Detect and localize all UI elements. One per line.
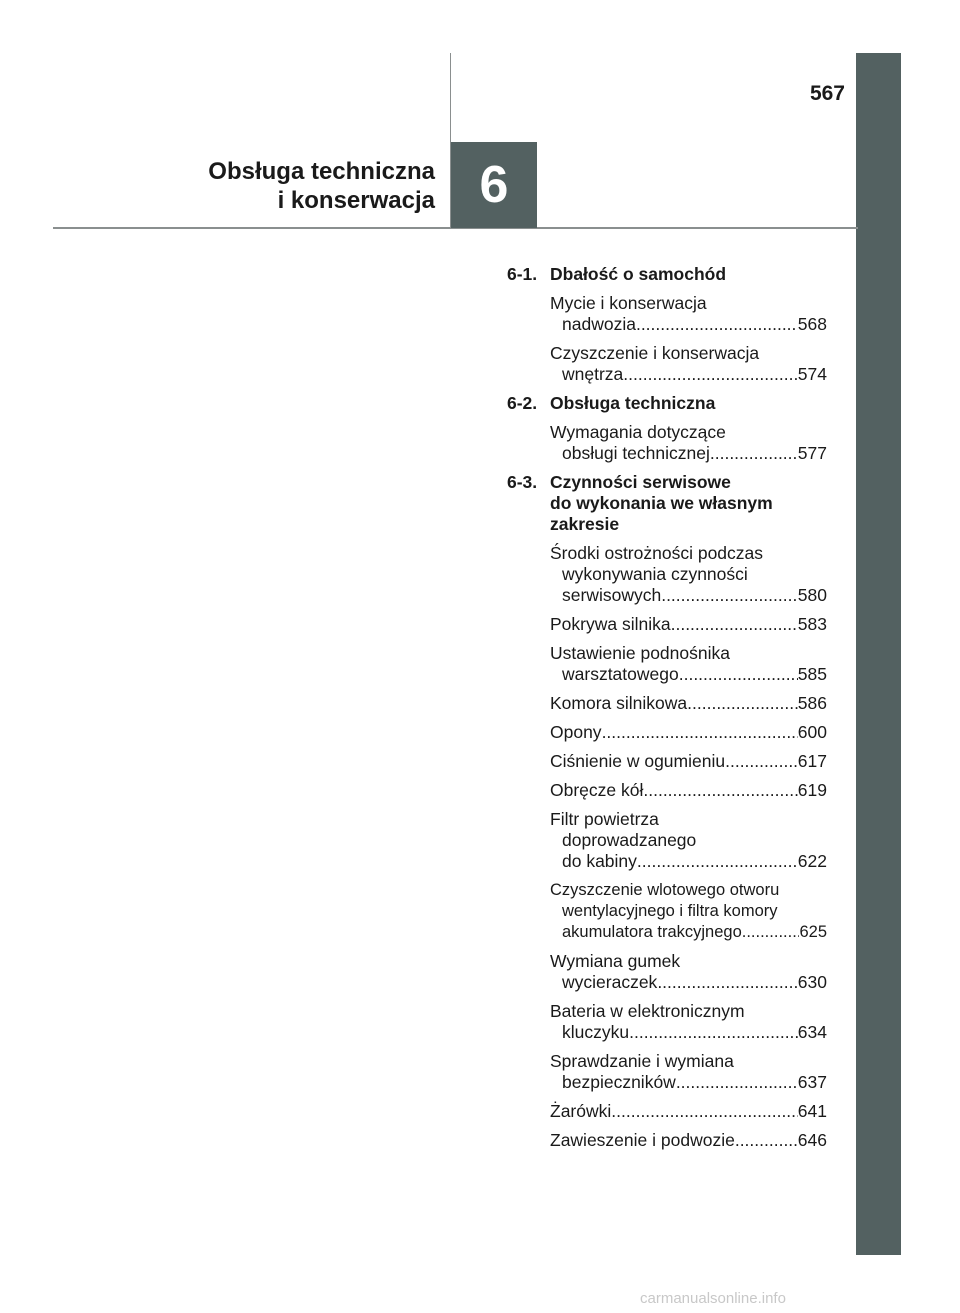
entry-page-number: 641 [797,1101,827,1121]
dot-leader [611,1101,798,1122]
entry-title-line: bezpieczników [562,1072,676,1092]
section-number: 6-1. [507,264,538,284]
entry-title-line: Ustawienie podnośnika [550,643,730,663]
entry-title-line: Żarówki [550,1101,612,1121]
toc-entry[interactable] [507,293,827,335]
entry-title-line: nadwozia [562,314,636,334]
entry-title-line: akumulatora trakcyjnego [562,923,742,941]
dot-leader [623,364,798,385]
dot-leader [629,1022,798,1043]
dot-leader [602,722,798,743]
chapter-number-box: 6 [451,142,537,228]
entry-title-line: Zawieszenie i podwozie [550,1130,735,1150]
entry-title-line: Czyszczenie i konserwacja [550,343,760,363]
toc-entry[interactable] [507,809,827,872]
toc-section-6-3 [507,472,827,535]
entry-title-line: Wymiana gumek [550,951,681,971]
entry-page-number: 585 [797,664,827,684]
section-title: Dbałość o samochód [550,264,727,284]
entry-title-line: warsztatowego [562,664,679,684]
entry-page-number: 583 [797,614,827,634]
entry-title-line: Mycie i konserwacja [550,293,707,313]
entry-page-number: 600 [797,722,827,742]
toc-section-6-1 [507,264,827,285]
entry-page-number: 580 [797,585,827,605]
entry-page-number: 622 [797,851,827,871]
entry-title-line: Sprawdzanie i wymiana [550,1051,734,1071]
entry-page-number: 568 [797,314,827,334]
entry-title-line: wnętrza [562,364,624,384]
chapter-title [150,157,435,215]
toc-entry[interactable] [507,951,827,993]
dot-leader [725,751,798,772]
dot-leader [679,664,798,685]
toc-entry[interactable] [507,693,827,714]
entry-title-line: wentylacyjnego i filtra komory [562,902,778,920]
dot-leader [657,972,797,993]
watermark: carmanualsonline.info [640,1290,786,1307]
toc-entry[interactable] [507,1130,827,1151]
entry-title-line: Komora silnikowa [550,693,688,713]
toc-entry[interactable] [507,422,827,464]
toc-entry[interactable] [507,880,827,943]
entry-page-number: 619 [797,780,827,800]
dot-leader [671,614,798,635]
entry-title-line: Pokrywa silnika [550,614,671,634]
entry-title-line: wykonywania czynności [562,564,748,584]
entry-page-number: 637 [797,1072,827,1092]
entry-page-number: 574 [797,364,827,384]
entry-title-line: wycieraczek [562,972,658,992]
page-number: 567 [809,82,845,105]
toc-entry[interactable] [507,343,827,385]
dot-leader [643,780,797,801]
section-title: Czynności serwisowe [550,472,731,492]
dot-leader [637,851,798,872]
chapter-side-tab [856,53,901,1255]
entry-page-number: 630 [797,972,827,992]
dot-leader [636,314,798,335]
dot-leader [742,922,800,943]
entry-title-line: obsługi technicznej [562,443,710,463]
dot-leader [676,1072,798,1093]
chapter-title-line-2: i konserwacja [277,187,435,214]
toc-entry[interactable] [507,1051,827,1093]
section-title: zakresie [550,514,620,534]
entry-title-line: Ciśnienie w ogumieniu [550,751,726,771]
toc-entry[interactable] [507,614,827,635]
section-number: 6-2. [507,393,538,413]
chapter-title-line-1: Obsługa techniczna [208,158,435,185]
toc-entry[interactable] [507,543,827,606]
entry-title-line: Środki ostrożności podczas [550,543,764,563]
entry-title-line: Filtr powietrza [550,809,659,829]
toc-entry[interactable] [507,751,827,772]
toc-entry[interactable] [507,1101,827,1122]
toc-entry[interactable] [507,1001,827,1043]
entry-title-line: Obręcze kół [550,780,644,800]
entry-title-line: do kabiny [562,851,637,871]
entry-title-line: Czyszczenie wlotowego otworu [550,881,780,899]
table-of-contents [507,264,827,1151]
entry-page-number: 586 [797,693,827,713]
dot-leader [687,693,798,714]
entry-title-line: serwisowych [562,585,662,605]
toc-entry[interactable] [507,643,827,685]
entry-title-line: doprowadzanego [562,830,697,850]
entry-page-number: 577 [797,443,827,463]
dot-leader [661,585,798,606]
entry-title-line: kluczyku [562,1022,630,1042]
entry-title-line: Opony [550,722,602,742]
dot-leader [710,443,798,464]
entry-page-number: 625 [799,923,827,941]
section-title: do wykonania we własnym [550,493,773,513]
section-title: Obsługa techniczna [550,393,716,413]
toc-entry[interactable] [507,722,827,743]
entry-page-number: 634 [797,1022,827,1042]
entry-page-number: 646 [797,1130,827,1150]
entry-title-line: Bateria w elektronicznym [550,1001,745,1021]
section-number: 6-3. [507,472,538,492]
toc-entry[interactable] [507,780,827,801]
dot-leader [735,1130,798,1151]
toc-section-6-2 [507,393,827,414]
entry-title-line: Wymagania dotyczące [550,422,726,442]
entry-page-number: 617 [797,751,827,771]
